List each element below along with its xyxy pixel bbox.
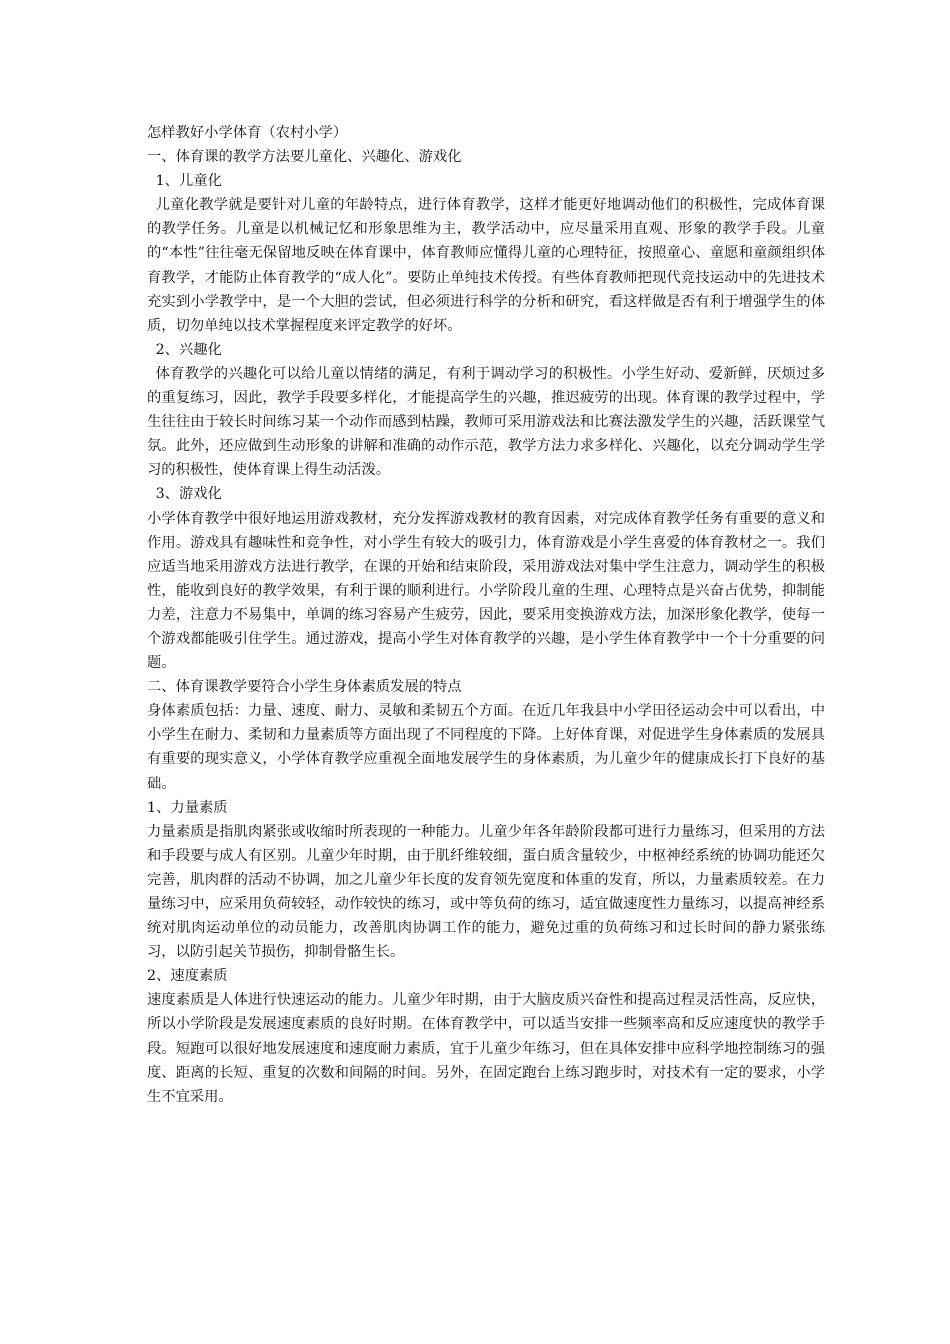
document-title: 怎样教好小学体育（农村小学） bbox=[147, 125, 348, 141]
speed-body: 速度素质是人体进行快速运动的能力。儿童少年时期，由于大脑皮质兴奋性和提高过程灵活性高，反应快，所以小学阶段是发展速度素质的良好时期。在体育教学中，可以适当安排一些频率高和反应速度快的教学手段。短跑可以很好地发展速度和速度耐力素质，宜于儿童少年练习，但在具体安排中应科学地控制练习的强度、距离的长短、重复的次数和间隔的时间。另外，在固定跑台上练习跑步时，对技术有一定的要求，小学生不宜采用。 bbox=[147, 992, 825, 1105]
section-1-heading: 一、体育课的教学方法要儿童化、兴趣化、游戏化 bbox=[147, 149, 462, 166]
strength-heading: 1、力量素质 bbox=[147, 799, 228, 816]
speed-heading: 2、速度素质 bbox=[147, 968, 228, 985]
subsection-1-heading: 1、儿童化 bbox=[155, 173, 222, 190]
section-2-heading: 二、体育课教学要符合小学生身体素质发展的特点 bbox=[147, 679, 462, 696]
subsection-1-body: 儿童化教学就是要针对儿童的年龄特点，进行体育教学，这样才能更好地调动他们的积极性，完成体育课的教学任务。儿童是以机械记忆和形象思维为主，教学活动中，应尽量采用直观、形象的教学手段。儿童的“本性”往往毫无保留地反映在体育课中，体育教师应懂得儿童的心理特征，按照童心、童愿和童颜组织体育教学，才能防止体育教学的“成人化”。要防止单纯技术传授。有些体育教师把现代竞技运动中的先进技术充实到小学教学中，是一个大胆的尝试，但必须进行科学的分析和研究，看这样做是否有利于增强学生的体质，切勿单纯以技术掌握程度来评定教学的好坏。 bbox=[147, 197, 825, 334]
subsection-3-heading: 3、游戏化 bbox=[155, 486, 222, 503]
document-page bbox=[147, 121, 825, 1109]
section-2-body: 身体素质包括：力量、速度、耐力、灵敏和柔韧五个方面。在近几年我县中小学田径运动会中可以看出，中小学生在耐力、柔韧和力量素质等方面出现了不同程度的下降。上好体育课，对促进学生身体素质的发展具有重要的现实意义，小学体育教学应重视全面地发展学生的身体素质，为儿童少年的健康成长打下良好的基础。 bbox=[147, 703, 825, 792]
subsection-3-body: 小学体育教学中很好地运用游戏教材，充分发挥游戏教材的教育因素，对完成体育教学任务有重要的意义和作用。游戏具有趣味性和竞争性，对小学生有较大的吸引力，体育游戏是小学生喜爱的体育教材之一。我们应适当地采用游戏方法进行教学，在课的开始和结束阶段，采用游戏法对集中学生注意力，调动学生的积极性，能收到良好的教学效果，有利于课的顺利进行。小学阶段儿童的生理、心理特点是兴奋占优势，抑制能力差，注意力不易集中，单调的练习容易产生疲劳，因此，要采用变换游戏方法，加深形象化教学，使每一个游戏都能吸引住学生。通过游戏，提高小学生对体育教学的兴趣，是小学生体育教学中一个十分重要的问题。 bbox=[147, 510, 825, 672]
subsection-2-body: 体育教学的兴趣化可以给儿童以情绪的满足，有利于调动学习的积极性。小学生好动、爱新鲜，厌烦过多的重复练习，因此，教学手段要多样化，才能提高学生的兴趣，推迟疲劳的出现。体育课的教学过程中，学生往往由于较长时间练习某一个动作而感到枯躁，教师可采用游戏法和比赛法激发学生的兴趣，活跃课堂气氛。此外，还应做到生动形象的讲解和准确的动作示范，教学方法力求多样化、兴趣化，以充分调动学生学习的积极性，使体育课上得生动活泼。 bbox=[147, 365, 825, 479]
strength-body: 力量素质是指肌肉紧张或收缩时所表现的一种能力。儿童少年各年龄阶段都可进行力量练习，但采用的方法和手段要与成人有区别。儿童少年时期，由于肌纤维较细，蛋白质含量较少，中枢神经系统的协调功能还欠完善，肌肉群的活动不协调，加之儿童少年长度的发育领先宽度和体重的发育，所以，力量素质较差。在力量练习中，应采用负荷较轻，动作较快的练习，或中等负荷的练习，适宜做速度性力量练习，以提高神经系统对肌肉运动单位的动员能力，改善肌肉协调工作的能力，避免过重的负荷练习和过长时间的静力紧张练习，以防引起关节损伤，抑制骨骼生长。 bbox=[147, 823, 825, 961]
subsection-2-heading: 2、兴趣化 bbox=[155, 341, 222, 358]
